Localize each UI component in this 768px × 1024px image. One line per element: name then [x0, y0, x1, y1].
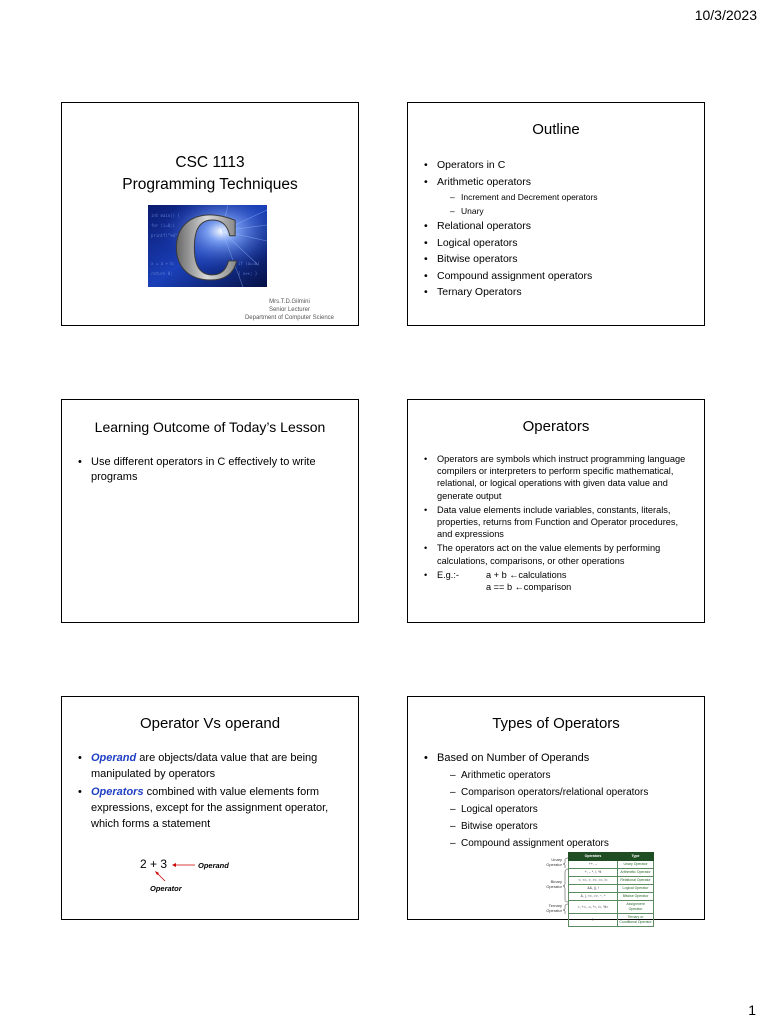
list-item: • Compound assignment operators — [424, 268, 598, 285]
slide-types-of-operators — [407, 696, 705, 924]
sub-list — [437, 767, 648, 852]
definitions-list — [78, 750, 344, 832]
slide-operator-vs-operand — [61, 696, 359, 920]
brace-label-binary: Binary Operator — [546, 879, 562, 889]
author-block — [245, 298, 334, 322]
operator-annotation: Operator — [150, 884, 182, 893]
author-department: Department of Computer Science — [244, 315, 334, 321]
slide-outline — [407, 102, 705, 326]
grouping-braces — [562, 856, 569, 916]
slide-heading: Types of Operators — [492, 715, 620, 732]
svg-text:printf("%d",: printf("%d", — [151, 233, 180, 238]
slide-heading: Operator Vs operand — [139, 715, 281, 732]
slide-title — [61, 102, 359, 326]
course-name: Programming Techniques — [122, 176, 298, 193]
list-item: • Relational operators — [424, 218, 598, 235]
operators-list — [424, 453, 692, 593]
expression-example: 2 + 3 — [140, 857, 168, 871]
table-row: <, <=, >, >=, ==, != Relational Operator — [569, 877, 654, 885]
example-comparison: a == b ←comparison — [486, 582, 572, 593]
sub-list-item: – Bitwise operators — [450, 818, 648, 835]
outline-list — [424, 157, 598, 301]
slide-heading: Outline — [532, 121, 580, 138]
operand-term: Operand — [91, 752, 137, 764]
list-item: • Data value elements include variables, constants, literals, properties, returns from Function and Operator procedures, and expressions — [424, 504, 692, 541]
sub-list-item: – Unary — [450, 204, 598, 218]
table-header: Type — [618, 853, 654, 861]
list-item: • The operators act on the value elements by performing calculations, comparisons, or other operations — [424, 542, 692, 566]
table-header-row — [569, 853, 654, 861]
svg-text:for (i=0;i: for (i=0;i — [151, 223, 176, 228]
list-item: • Ternary Operators — [424, 284, 598, 301]
operators-table — [568, 852, 654, 927]
list-item: • Bitwise operators — [424, 251, 598, 268]
svg-text:{ x++; }: { x++; } — [238, 271, 258, 276]
types-list — [424, 750, 648, 852]
slide-heading: Operators — [522, 418, 590, 435]
list-item — [424, 569, 692, 593]
list-item: • Operators combined with value elements form expressions, except for the assignment operator, which forms a statement — [78, 784, 344, 832]
table-row: &, |, <<, >>, ~, ^ Bitwise Operator — [569, 893, 654, 901]
c-language-logo — [148, 205, 267, 287]
sub-list-item: – Comparison operators/relational operators — [450, 784, 648, 801]
slide-learning-outcome — [61, 399, 359, 623]
svg-text:return 0;: return 0; — [151, 271, 173, 276]
document-date: 10/3/2023 — [694, 7, 757, 23]
list-item: • Based on Number of Operands – Arithmetic operators – Comparison operators/relational operators – Logical operators – Bitwise operators – Compound assignment operators — [424, 750, 648, 852]
table-row: ?: Ternary or Conditional Operator — [569, 914, 654, 927]
svg-text:if (a==b): if (a==b) — [238, 261, 260, 266]
operators-term: Operators — [91, 786, 144, 798]
table-header: Operators — [569, 853, 618, 861]
slide-heading: Learning Outcome of Today’s Lesson — [94, 419, 326, 435]
sub-list-item: – Arithmetic operators — [450, 767, 648, 784]
page-number: 1 — [748, 1002, 756, 1018]
list-item: • Operators are symbols which instruct programming language compilers or interpreters to perform specific mathematical, relational, or logical operations with given data value and generate output — [424, 453, 692, 502]
table-row: +, -, *, /, % Arithmetic Operator — [569, 869, 654, 877]
brace-label-unary: Unary Operator — [546, 857, 562, 867]
outcome-list — [78, 455, 328, 485]
list-item: • Logical operators — [424, 235, 598, 252]
list-item: • Operand are objects/data value that are being manipulated by operators — [78, 750, 344, 782]
table-row: ++, -- Unary Operator — [569, 861, 654, 869]
sub-list-item: – Increment and Decrement operators — [450, 190, 598, 204]
svg-text:x = a + b;: x = a + b; — [151, 261, 176, 266]
list-item: • Arithmetic operators – Increment and Decrement operators – Unary — [424, 174, 598, 219]
author-role: Senior Lecturer — [268, 307, 310, 313]
slide-title-heading — [62, 152, 358, 196]
c-letter: C — [172, 205, 242, 287]
sub-list-item: – Logical operators — [450, 801, 648, 818]
svg-text:int main() {: int main() { — [151, 213, 180, 218]
list-item: • Operators in C — [424, 157, 598, 174]
table-row: &&, ||, ! Logical Operator — [569, 885, 654, 893]
sub-list — [437, 190, 598, 218]
slide-operators — [407, 399, 705, 623]
brace-label-ternary: Ternary Operator — [546, 903, 562, 913]
example-calculation: a + b ←calculations — [486, 569, 567, 580]
example-label: E.g.:- — [437, 569, 459, 580]
course-code: CSC 1113 — [175, 154, 245, 171]
sub-list-item: – Compound assignment operators — [450, 835, 648, 852]
author-name: Mrs.T.D.Gilmini — [269, 299, 310, 305]
operand-annotation: Operand — [198, 861, 229, 870]
table-row: =, +=, -=, *=, /=, %= Assignment Operator — [569, 901, 654, 914]
list-item: • Use different operators in C effectively to write programs — [78, 455, 328, 485]
